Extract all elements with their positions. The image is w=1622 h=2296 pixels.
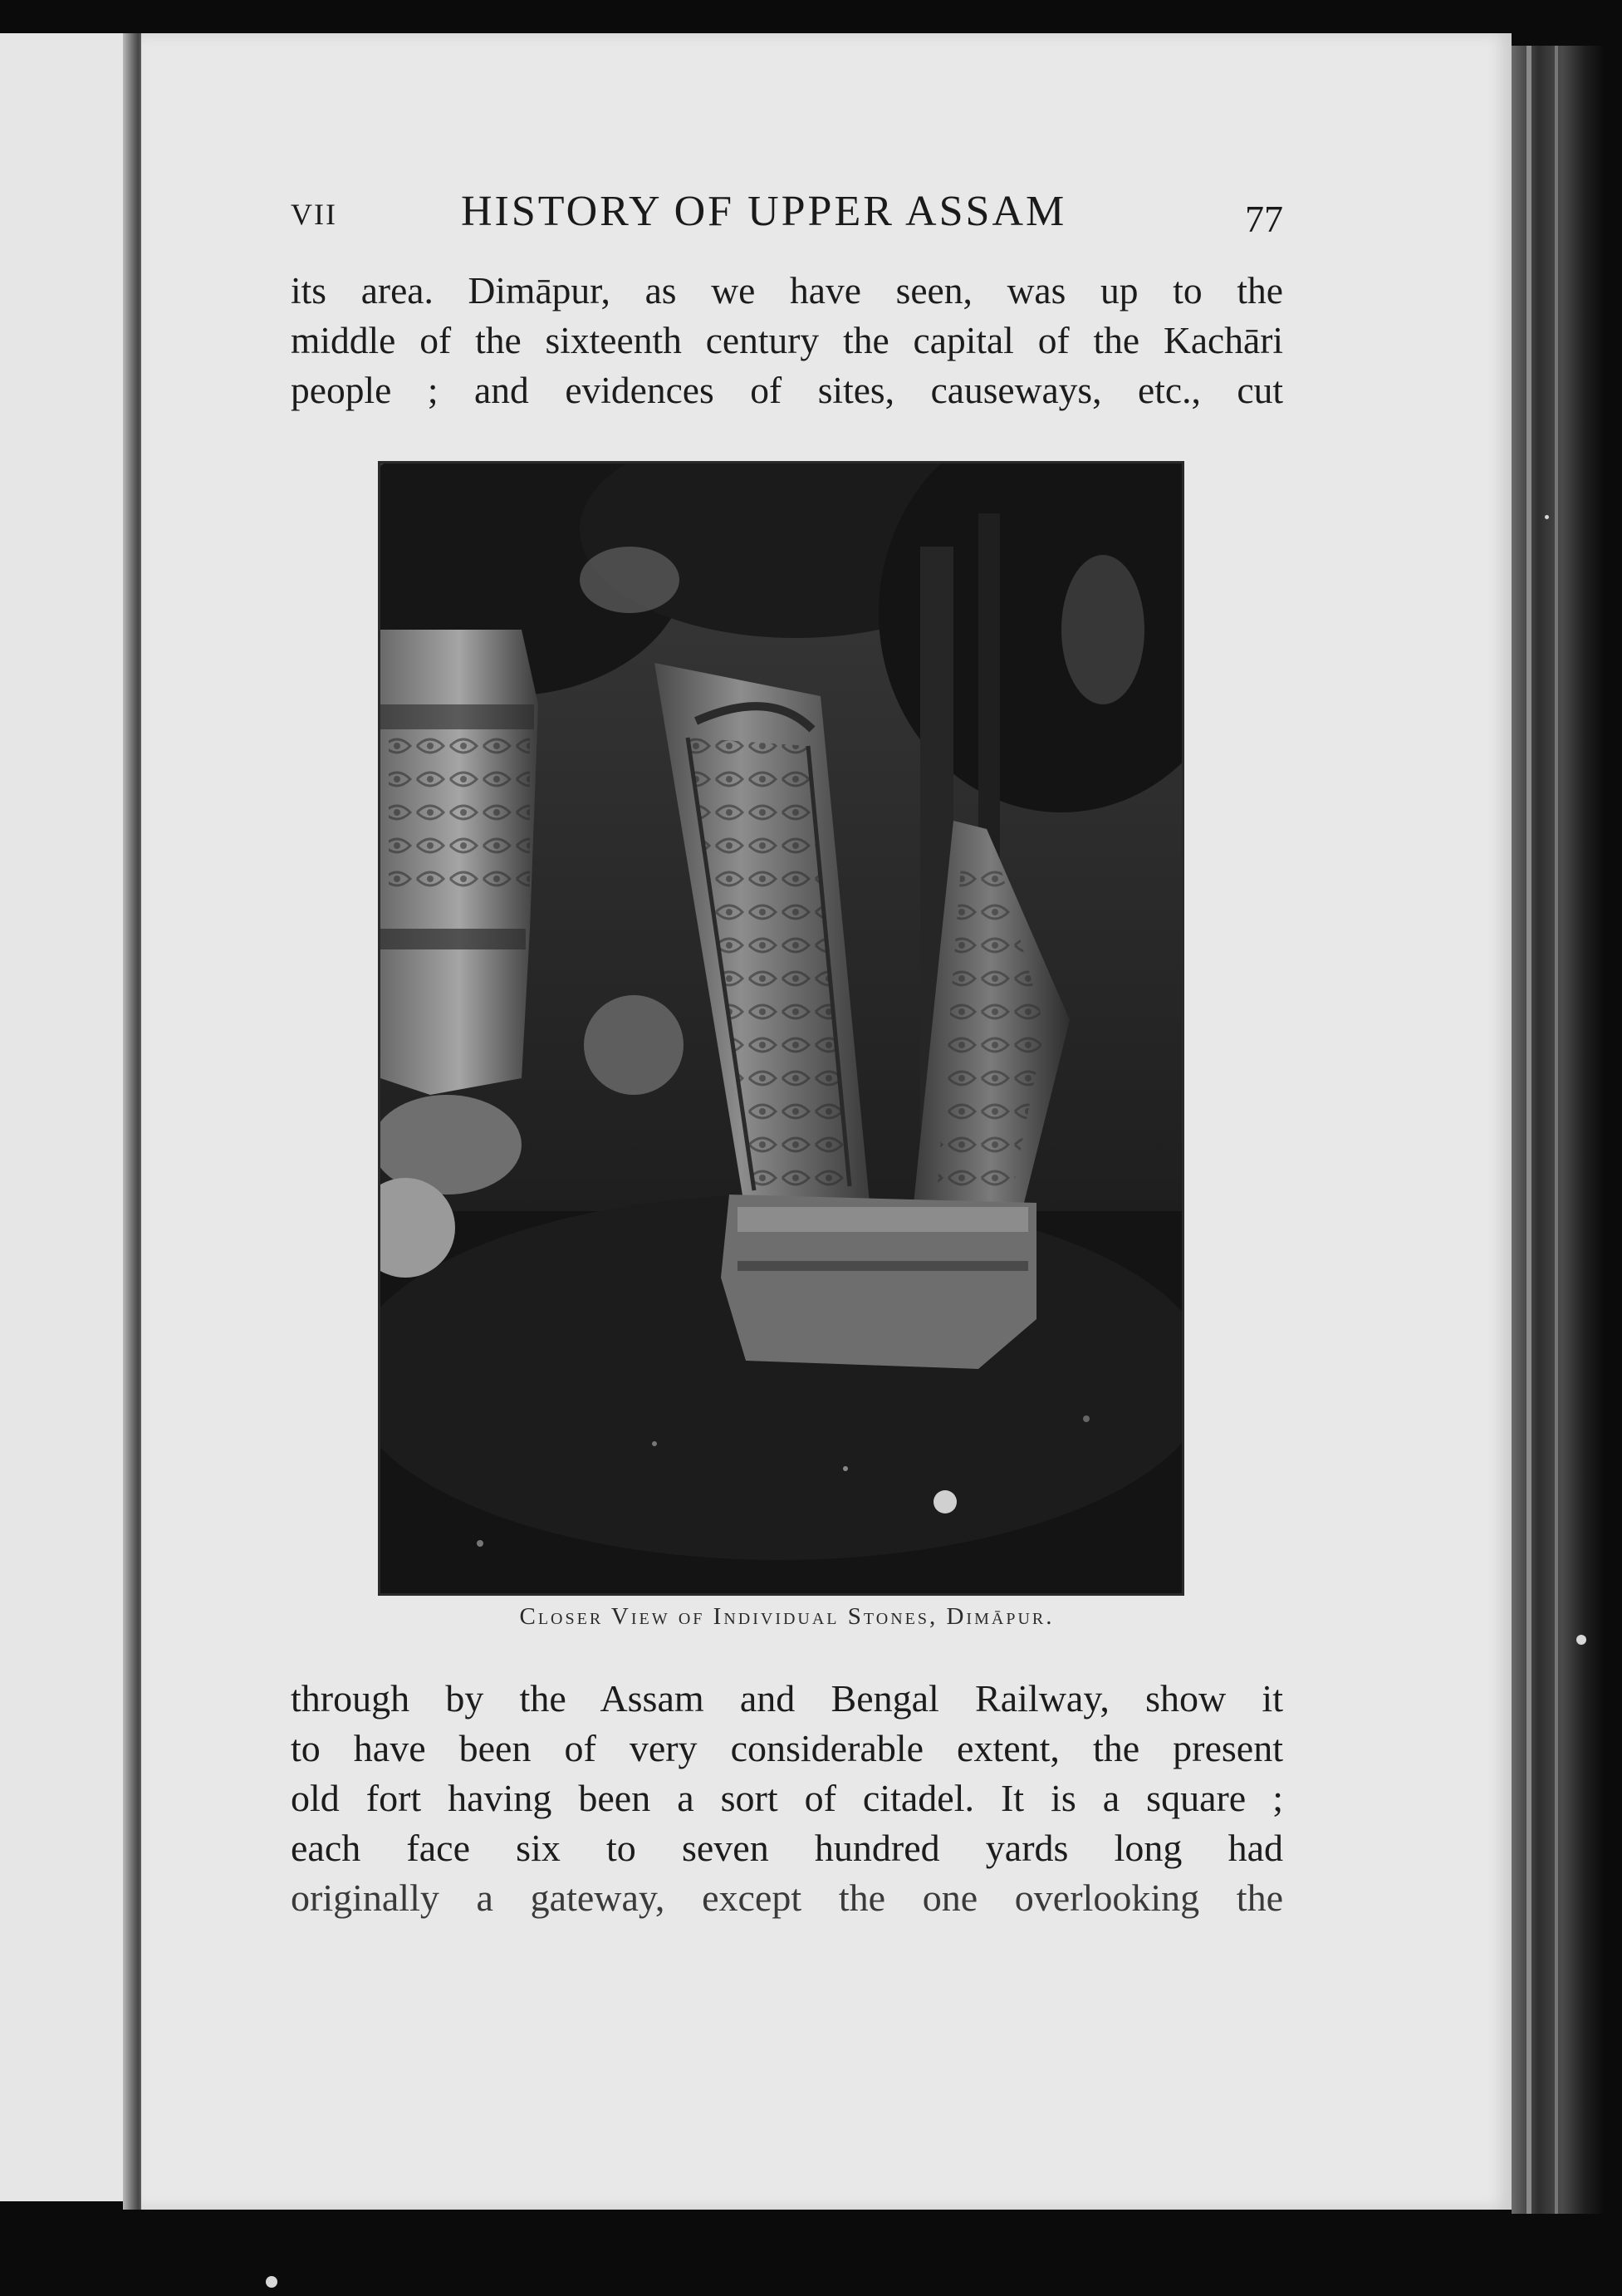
text-line: middle of the sixteenth century the capital of the Kachāri [291,319,1283,361]
chapter-number: VII [291,198,337,231]
scan-speck [1545,515,1549,519]
text-line: originally a gateway, except the one overlooking the [291,1877,1283,1919]
carved-stones-photograph [380,464,1182,1593]
paragraph-bottom [291,1674,1283,1923]
running-title: HISTORY OF UPPER ASSAM [461,188,1067,235]
text-line: each face six to seven hundred yards long had [291,1827,1283,1869]
text-line: old fort having been a sort of citadel. It is a square ; [291,1777,1283,1819]
page-number: 77 [1245,198,1283,240]
text-line: to have been of very considerable extent, the present [291,1727,1283,1769]
paragraph-top [291,266,1283,415]
text-line: through by the Assam and Bengal Railway, show it [291,1677,1283,1720]
page-block-edge [1512,46,1603,2214]
photo-plate [378,461,1184,1596]
scan-speck [266,2276,277,2288]
running-header [291,187,1283,245]
text-line: people ; and evidences of sites, causeways, etc., cut [291,369,1283,411]
plate-caption: Closer View of Individual Stones, Dimāpur. [519,1603,1055,1630]
text-line: its area. Dimāpur, as we have seen, was up to the [291,269,1283,312]
facing-page-edge [0,33,137,2201]
scan-speck [1576,1635,1586,1645]
